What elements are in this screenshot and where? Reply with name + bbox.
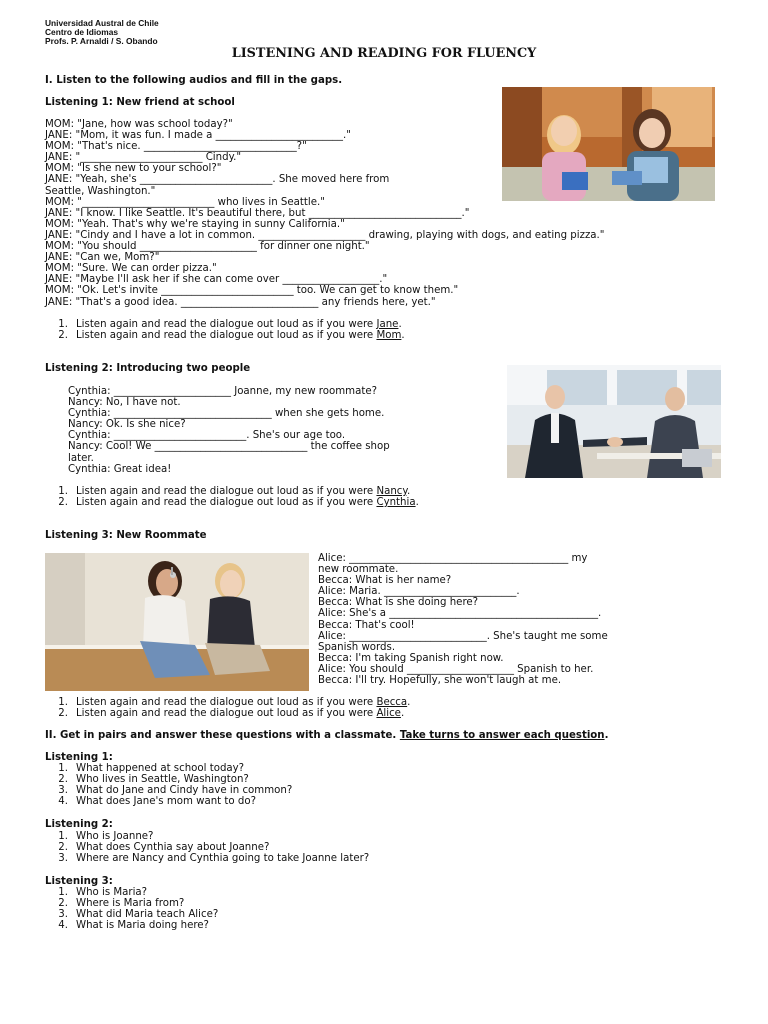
instruction-text: Listen again and read the dialogue out loud as if you were xyxy=(76,708,377,720)
question-text: What did Maria teach Alice? xyxy=(76,909,219,921)
dialogue-line: Cynthia: _______________________ Joanne, my new roommate? xyxy=(68,386,378,397)
question-list xyxy=(45,763,369,807)
dialogue-line: JANE: "Cindy and I have a lot in common. _____________________ drawing, playing with dogs, and eating pizza." xyxy=(45,229,605,241)
dialogue-line: JANE: "Mom, it was fun. I made a _________________________." xyxy=(45,130,351,142)
question-item xyxy=(45,774,369,785)
question-number: 2. xyxy=(58,898,68,910)
institution-name: Universidad Austral de Chile xyxy=(45,18,159,28)
question-item xyxy=(45,887,369,898)
part2-heading: II. Get in pairs and answer these questions with a classmate. Take turns to answer each question. xyxy=(45,730,609,741)
dialogue-line: later. xyxy=(68,452,94,464)
question-number: 1. xyxy=(58,763,68,775)
dialogue-line: Becca: I'll try. Hopefully, she won't laugh at me. xyxy=(318,675,562,687)
question-list xyxy=(45,831,369,864)
question-item xyxy=(45,842,369,853)
dialogue-line: Alice: She's a _________________________________________. xyxy=(318,608,602,620)
question-item xyxy=(45,909,369,920)
instruction-end: . xyxy=(400,708,405,720)
dialogue-line: MOM: "__________________________ who lives in Seattle." xyxy=(45,196,325,208)
dialogue-line: MOM: "Is she new to your school?" xyxy=(45,163,222,175)
dialogue-line: Becca: I'm taking Spanish right now. xyxy=(318,652,504,664)
instruction-text: Listen again and read the dialogue out loud as if you were xyxy=(76,330,377,342)
dialogue-line: Cynthia: Great idea! xyxy=(68,463,172,475)
question-item xyxy=(45,763,369,774)
dialogue-line: JANE: "I know. I like Seattle. It's beautiful there, but ______________________________." xyxy=(45,207,470,219)
question-item xyxy=(45,920,369,931)
instruction-number: 1. xyxy=(58,486,68,497)
question-group-heading: Listening 2: xyxy=(45,819,113,831)
instruction-text: Listen again and read the dialogue out loud as if you were xyxy=(76,497,377,509)
question-group xyxy=(45,819,369,863)
photo-girls-at-school xyxy=(502,87,715,201)
instruction-item xyxy=(45,319,405,330)
question-number: 2. xyxy=(58,841,68,853)
listening2-heading: Listening 2: Introducing two people xyxy=(45,363,251,374)
instruction-item xyxy=(45,708,410,719)
photo-business-handshake xyxy=(507,365,721,478)
instruction-number: 1. xyxy=(58,319,68,330)
instruction-end: . xyxy=(406,486,411,497)
instruction-end: . xyxy=(407,697,411,708)
instruction-number: 1. xyxy=(58,697,68,708)
question-group xyxy=(45,876,369,931)
institution-header xyxy=(45,19,159,45)
instruction-number: 2. xyxy=(58,708,68,720)
question-text: What does Cynthia say about Joanne? xyxy=(76,841,270,853)
role-name: Nancy xyxy=(376,486,407,497)
instruction-number: 2. xyxy=(58,497,68,509)
dialogue-line: MOM: "Sure. We can order pizza." xyxy=(45,263,217,275)
question-number: 1. xyxy=(58,886,68,898)
listening3-dialogue xyxy=(318,553,608,686)
question-text: Who is Joanne? xyxy=(76,830,154,842)
part2-question-groups xyxy=(45,752,369,931)
dialogue-line: Alice: ___________________________________________ my xyxy=(318,553,588,564)
dialogue-line: Cynthia: _______________________________ when she gets home. xyxy=(68,408,385,420)
instruction-text: Listen again and read the dialogue out loud as if you were xyxy=(76,697,377,708)
dialogue-line: JANE: "________________________ Cindy." xyxy=(45,152,242,164)
listening1-instructions xyxy=(45,319,405,341)
professors-line: Profs. P. Arnaldi / S. Obando xyxy=(45,35,158,46)
instruction-item xyxy=(45,497,419,508)
role-name: Cynthia xyxy=(376,497,416,509)
dialogue-line: Alice: You should _____________________ Spanish to her. xyxy=(318,663,594,675)
question-text: What is Maria doing here? xyxy=(76,920,209,932)
question-text: Who lives in Seattle, Washington? xyxy=(76,774,249,786)
role-name: Alice xyxy=(376,708,401,720)
dialogue-line: Becca: What is she doing here? xyxy=(318,597,479,609)
role-name: Mom xyxy=(376,330,402,342)
question-text: Who is Maria? xyxy=(76,886,148,898)
instruction-end: . xyxy=(401,330,405,342)
question-item xyxy=(45,831,369,842)
question-list xyxy=(45,887,369,931)
instruction-item xyxy=(45,486,419,497)
listening3-heading: Listening 3: New Roommate xyxy=(45,530,207,541)
dialogue-line: Nancy: No, I have not. xyxy=(68,397,181,409)
dialogue-line: Becca: That's cool! xyxy=(318,619,415,631)
dialogue-line: Becca: What is her name? xyxy=(318,575,452,587)
question-text: Where are Nancy and Cynthia going to take Joanne later? xyxy=(76,852,370,864)
question-number: 3. xyxy=(58,852,68,864)
dialogue-line: Nancy: Ok. Is she nice? xyxy=(68,419,186,431)
dialogue-line: MOM: "Jane, how was school today?" xyxy=(45,119,233,130)
instruction-item xyxy=(45,697,410,708)
question-item xyxy=(45,785,369,796)
dialogue-line: Spanish words. xyxy=(318,641,396,653)
question-number: 2. xyxy=(58,774,68,786)
dialogue-line: Nancy: Cool! We ______________________________ the coffee shop xyxy=(68,441,390,453)
role-name: Jane xyxy=(376,319,399,330)
question-number: 3. xyxy=(58,785,68,797)
dialogue-line: MOM: "That's nice. ______________________________?" xyxy=(45,141,307,153)
dialogue-line: JANE: "Maybe I'll ask her if she can come over ___________________." xyxy=(45,274,388,286)
instruction-end: . xyxy=(415,497,419,509)
question-text: What does Jane's mom want to do? xyxy=(76,796,256,808)
dialogue-line: JANE: "That's a good idea. ___________________________ any friends here, yet." xyxy=(45,296,436,308)
dialogue-line: MOM: "You should _______________________ for dinner one night." xyxy=(45,241,370,253)
listening1-heading: Listening 1: New friend at school xyxy=(45,97,235,108)
dialogue-line: new roommate. xyxy=(318,564,399,576)
dialogue-line: MOM: "Ok. Let's invite __________________________ too. We can get to know them." xyxy=(45,285,459,297)
department-name: Centro de Idiomas xyxy=(45,26,119,37)
page-title: LISTENING AND READING FOR FLUENCY xyxy=(231,46,537,61)
dialogue-line: MOM: "Yeah. That's why we're staying in sunny California." xyxy=(45,218,345,230)
question-number: 4. xyxy=(58,920,68,932)
question-group-heading: Listening 3: xyxy=(45,875,113,887)
question-text: What do Jane and Cindy have in common? xyxy=(76,785,293,797)
dialogue-line: JANE: "Yeah, she's __________________________. She moved here from xyxy=(45,174,390,186)
question-text: What happened at school today? xyxy=(76,763,245,775)
question-text: Where is Maria from? xyxy=(76,898,185,910)
dialogue-line: JANE: "Can we, Mom?" xyxy=(45,252,160,264)
instruction-text: Listen again and read the dialogue out loud as if you were xyxy=(76,486,377,497)
dialogue-line: Cynthia: __________________________. She's our age too. xyxy=(68,430,346,442)
dialogue-line: Seattle, Washington." xyxy=(45,185,156,197)
question-group-heading: Listening 1: xyxy=(45,752,113,763)
question-item xyxy=(45,853,369,864)
instruction-text: Listen again and read the dialogue out loud as if you were xyxy=(76,319,377,330)
instruction-item xyxy=(45,330,405,341)
photo-roommates-with-keys xyxy=(45,553,309,691)
listening2-dialogue xyxy=(68,386,390,475)
instruction-number: 2. xyxy=(58,330,68,342)
listening3-instructions xyxy=(45,697,410,719)
dialogue-line: Alice: ___________________________. She's taught me some xyxy=(318,630,608,642)
question-group xyxy=(45,752,369,807)
question-number: 1. xyxy=(58,830,68,842)
dialogue-line: Alice: Maria. __________________________. xyxy=(318,586,520,598)
question-number: 3. xyxy=(58,909,68,921)
question-item xyxy=(45,796,369,807)
listening2-instructions xyxy=(45,486,419,508)
part1-heading: I. Listen to the following audios and fill in the gaps. xyxy=(45,75,343,86)
role-name: Becca xyxy=(376,697,408,708)
question-number: 4. xyxy=(58,796,68,808)
instruction-end: . xyxy=(398,319,402,330)
question-item xyxy=(45,898,369,909)
